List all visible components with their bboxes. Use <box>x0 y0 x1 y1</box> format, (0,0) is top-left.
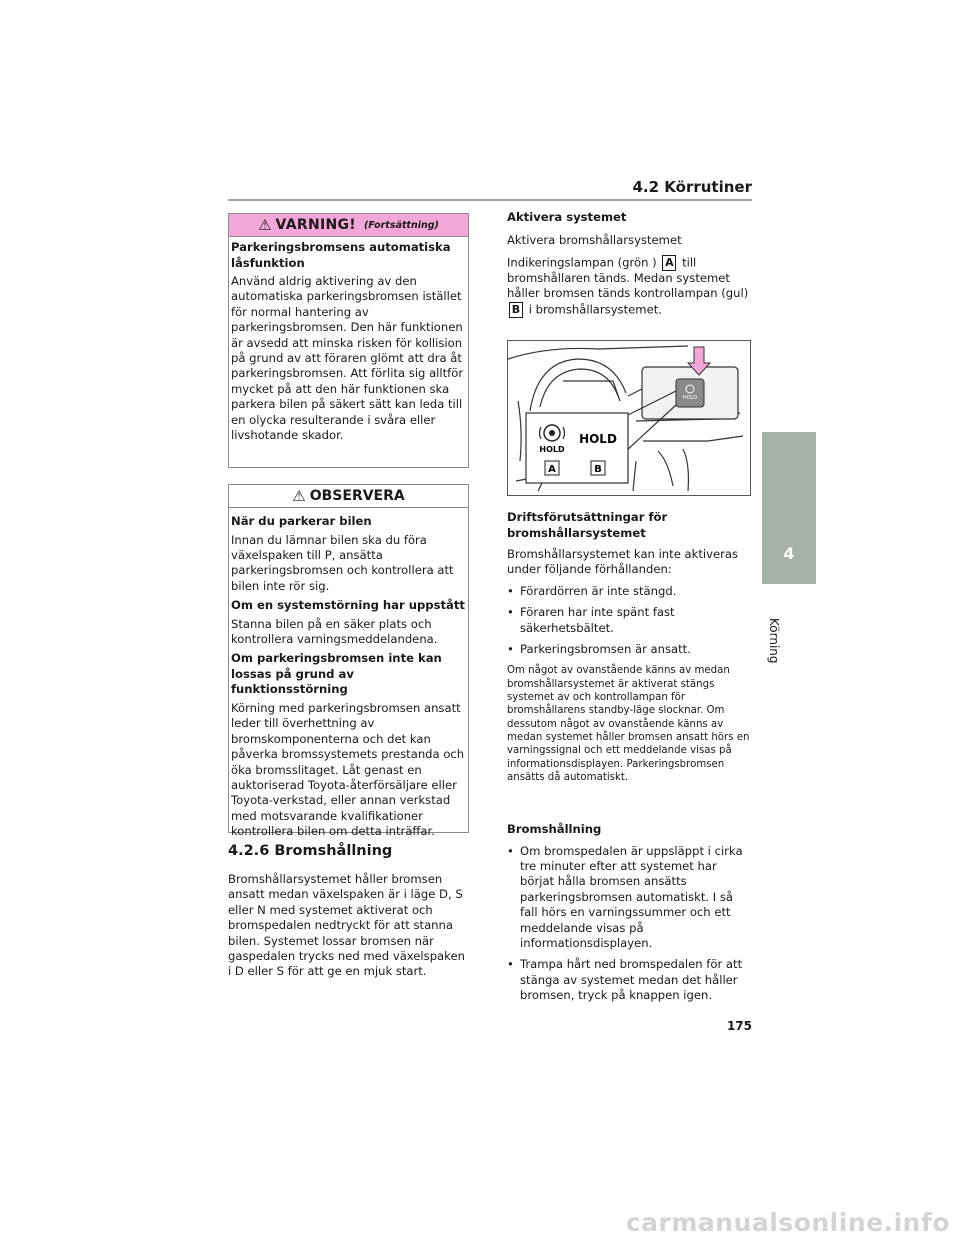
conditions-intro: Bromshållarsystemet kan inte aktiveras under följande förhållanden: <box>507 547 739 577</box>
activate-block <box>507 210 753 318</box>
warning-text: Använd aldrig aktivering av den automatiska parkeringsbromsen istället för normal hantering av parkeringsbromsen. Den här funktionen är avsedd att minska risken för kollision på grund av att föraren glömt att dra åt parkeringsbromsen. Att förlita sig alltför mycket på att den här funktionen ska parkera bilen på säkert sätt kan leda till en olycka resulterande i svåra eller livshotande skador. <box>231 274 464 443</box>
list-item <box>507 642 753 657</box>
watermark: carmanualsonline.info <box>625 1208 950 1237</box>
chapter-number: 4 <box>783 544 795 563</box>
list-item <box>507 605 753 636</box>
observera-title: OBSERVERA <box>309 488 405 504</box>
caution-triangle-icon: ⚠ <box>292 487 306 505</box>
list-item <box>507 957 753 1003</box>
illus-label-b: B <box>594 464 602 475</box>
svg-text:HOLD: HOLD <box>682 395 698 401</box>
page-number: 175 <box>726 1019 752 1033</box>
conditions-note: Om något av ovanstående känns av medan bromshållarsystemet är aktiverat stängs systemet av och kontrollampan för bromshållarens standby-läge slocknar. Om dessutom något av ovanstående känns av medan systemet håller bromsen ansatt hörs en varningssignal och ett meddelande visas på informationsdisplayen. Parkeringsbromsen ansätts då automatiskt. <box>507 665 750 783</box>
observera-header <box>229 485 468 507</box>
list-item <box>507 844 753 952</box>
observera-text: Innan du lämnar bilen ska du föra växelspaken till P, ansätta parkeringsbromsen och kontrollera att bilen inte rör sig. <box>231 532 454 593</box>
chapter-header-title: 4.2 Körrutiner <box>632 178 752 196</box>
conditions-heading: Driftsförutsättningar för bromshållarsystemet <box>507 510 668 540</box>
list-item-text: Trampa hårt ned bromspedalen för att stänga av systemet medan det håller bromsen, tryck på knappen igen. <box>520 957 743 1003</box>
activate-text-c: i bromshållarsystemet. <box>528 302 662 317</box>
observera-heading: När du parkerar bilen <box>231 514 372 528</box>
section-text: Bromshållarsystemet håller bromsen ansatt medan växelspaken är i läge D, S eller N med systemet aktiverat och bromspedalen nedtryckt för att stanna bilen. Systemet lossar bromsen när gaspedalen trycks ned med växelspaken i D eller S för att ge en mjuk start. <box>228 872 465 979</box>
warning-box <box>228 213 469 468</box>
holding-block <box>507 822 753 1004</box>
illus-label-a: A <box>548 464 556 475</box>
section-title: 4.2.6 Bromshållning <box>228 843 393 859</box>
list-item-text: Förardörren är inte stängd. <box>520 583 677 598</box>
activate-text-b: till bromshållaren tänds. Medan systemet håller bromsen tänds kontrollampan (gul) <box>507 255 749 301</box>
hold-illustration <box>507 340 751 496</box>
activate-heading: Aktivera systemet <box>507 210 627 224</box>
warning-subtitle: (Fortsättning) <box>363 219 439 231</box>
label-a: A <box>662 255 676 271</box>
observera-text: Körning med parkeringsbromsen ansatt leder till överhettning av bromskomponenterna och det kan påverka bromssystemets prestanda och öka bromsslitaget. Låt genast en auktoriserad Toyota-återförsäljare eller Toyota-verkstad, eller annan verkstad med motsvarande kvalifikationer kontrollera bilen om detta inträffar. <box>231 700 465 839</box>
activate-line: Aktivera bromshållarsystemet <box>507 232 682 247</box>
list-item-text: Om bromspedalen är uppsläppt i cirka tre minuter efter att systemet har börjat hålla bromsen ansätts parkeringsbromsen automatiskt. I så fall hörs en varningssummer och ett meddelande visas på informationsdisplayen. <box>520 843 743 950</box>
activate-paragraph <box>507 255 753 318</box>
observera-heading: Om en systemstörning har uppstått <box>231 598 465 613</box>
dashboard-drawing <box>508 341 750 495</box>
observera-heading: Om parkeringsbromsen inte kan lossas på grund av funktionsstörning <box>231 651 442 697</box>
indicator-hold-big: HOLD <box>579 432 617 446</box>
chapter-label: Körning <box>767 618 781 664</box>
list-item-text: Föraren har inte spänt fast säkerhetsbältet. <box>520 605 675 635</box>
activate-text-a: Indikeringslampan (grön ) <box>507 255 657 270</box>
warning-heading: Parkeringsbromsens automatiska låsfunktion <box>231 240 451 270</box>
chapter-label-wrap <box>765 618 785 678</box>
header-rule <box>228 199 752 201</box>
warning-header <box>229 214 468 236</box>
list-item-text: Parkeringsbromsen är ansatt. <box>520 642 691 657</box>
warning-triangle-icon: ⚠ <box>258 216 272 234</box>
conditions-block <box>507 510 753 784</box>
observera-text: Stanna bilen på en säker plats och kontrollera varningsmeddelandena. <box>231 616 438 647</box>
list-item <box>507 584 753 599</box>
indicator-hold-small: HOLD <box>539 445 565 454</box>
label-b: B <box>509 302 523 318</box>
warning-title: VARNING! <box>275 217 356 233</box>
observera-box <box>228 484 469 839</box>
holding-heading: Bromshållning <box>507 822 602 836</box>
